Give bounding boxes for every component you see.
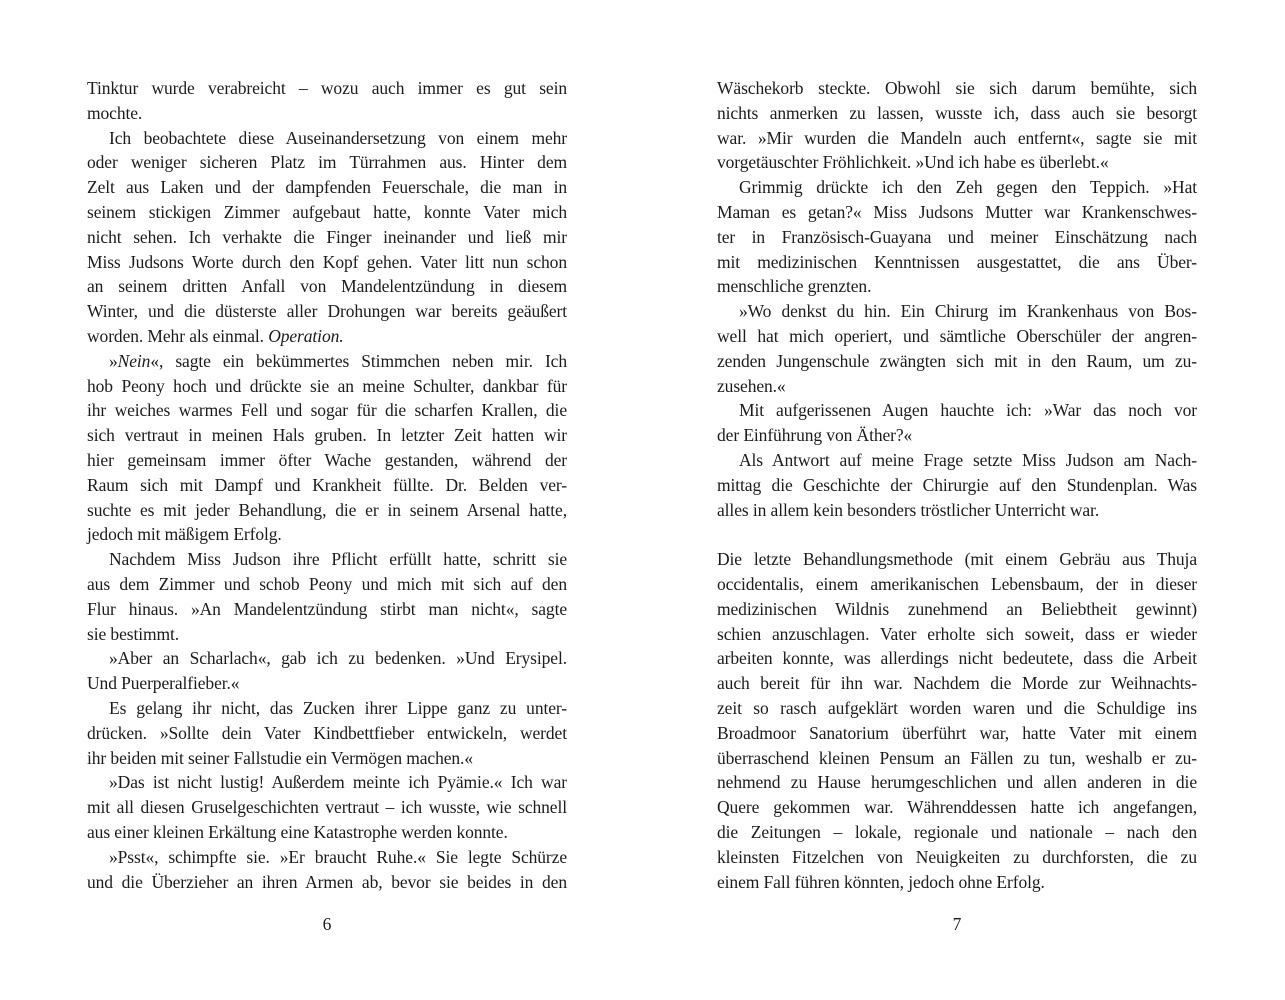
text-line: drücken. »Sollte dein Vater Kindbettfieber entwickeln, werdet (87, 722, 567, 743)
page-number-left: 6 (322, 914, 332, 934)
text-line: sie bestimmt. (87, 623, 180, 644)
text-line: aus dem Zimmer und schob Peony und mich mit sich auf den (87, 573, 567, 594)
page-left (87, 76, 567, 976)
paragraph (87, 349, 567, 547)
text-line: Miss Judsons Worte durch den Kopf gehen. Vater litt nun schon (87, 251, 567, 272)
paragraph (87, 76, 567, 126)
text-line: zeit so rasch aufgeklärt worden waren und die Schuldige ins (717, 697, 1197, 718)
text-line: kleinsten Fitzelchen von Neuigkeiten zu durchforsten, die zu (717, 846, 1197, 867)
page-right-text (717, 76, 1197, 894)
text-line: Quere gekommen war. Währenddessen hatte ich angefangen, (717, 797, 1197, 818)
text-line: schien anzuschlagen. Vater erholte sich soweit, dass er wieder (717, 623, 1197, 644)
text-line: ter in Französisch-Guayana und meiner Einschätzung nach (717, 226, 1197, 247)
text-line: »Aber an Scharlach«, gab ich zu bedenken. »Und Erysipel. (109, 648, 567, 669)
paragraph (87, 696, 567, 770)
paragraph (87, 126, 567, 349)
text-line: Raum sich mit Dampf und Krankheit füllte. Dr. Belden ver- (87, 474, 567, 495)
paragraph (717, 448, 1197, 522)
text-line: Es gelang ihr nicht, das Zucken ihrer Lippe ganz zu unter- (109, 697, 567, 718)
page-right (717, 76, 1197, 976)
paragraph (717, 299, 1197, 398)
paragraph (717, 175, 1197, 299)
text-line: ihr weiches warmes Fell und sogar für die scharfen Krallen, die (87, 400, 567, 421)
text-line: einem Fall führen könnten, jedoch ohne Erfolg. (717, 871, 1045, 892)
text-line: Mit aufgerissenen Augen hauchte ich: »War das noch vor (739, 400, 1197, 421)
text-line: Ich beobachtete diese Auseinandersetzung von einem mehr (109, 127, 567, 148)
paragraph (87, 547, 567, 646)
page-number-right: 7 (952, 914, 962, 934)
text-line: jedoch mit mäßigem Erfolg. (87, 524, 282, 545)
text-line: »Wo denkst du hin. Ein Chirurg im Krankenhaus von Bos- (739, 301, 1197, 322)
text-line: medizinischen Wildnis zunehmend an Beliebtheit gewinnt) (717, 598, 1197, 619)
text-line: Zelt aus Laken und der dampfenden Feuerschale, die man in (87, 177, 567, 198)
text-line: arbeiten konnte, was allerdings nicht bedeutete, dass die Arbeit (717, 648, 1197, 669)
text-line: Tinktur wurde verabreicht – wozu auch immer es gut sein (87, 78, 567, 98)
paragraph (717, 398, 1197, 448)
text-line: Als Antwort auf meine Frage setzte Miss Judson am Nach- (739, 449, 1197, 470)
text-line: zenden Jungenschule zwängten sich mit in den Raum, um zu- (717, 350, 1197, 371)
paragraph (717, 76, 1197, 175)
text-line: mochte. (87, 102, 143, 123)
text-line: überraschend kleinen Pensum an Fällen zu tun, weshalb er zu- (717, 747, 1197, 768)
text-line: aus einer kleinen Erkältung eine Katastrophe werden konnte. (87, 821, 508, 842)
text-line: suchte es mit jeder Behandlung, die er in seinem Arsenal hatte, (87, 499, 567, 520)
text-line: Die letzte Behandlungsmethode (mit einem Gebräu aus Thuja (717, 549, 1197, 570)
text-line: sich vertraut in meinen Hals gruben. In letzter Zeit hatten wir (87, 425, 567, 446)
text-line: vorgetäuschter Fröhlichkeit. »Und ich habe es überlebt.« (717, 152, 1109, 173)
text-line: menschliche grenzten. (717, 276, 872, 297)
text-line: zusehen.« (717, 375, 786, 396)
text-line: nicht sehen. Ich verhakte die Finger ineinander und ließ mir (87, 226, 567, 247)
text-line: mit medizinischen Kenntnissen ausgestattet, die ans Über- (717, 251, 1197, 272)
text-line: mit all diesen Gruselgeschichten vertraut – ich wusste, wie schnell (87, 797, 567, 818)
text-line: »Das ist nicht lustig! Außerdem meinte ich Pyämie.« Ich war (109, 772, 567, 793)
text-line: Nachdem Miss Judson ihre Pflicht erfüllt hatte, schritt sie (109, 549, 567, 570)
text-line: worden. Mehr als einmal. Operation. (87, 325, 344, 346)
text-line: die Zeitungen – lokale, regionale und nationale – nach den (717, 821, 1197, 842)
text-line: seinem stickigen Zimmer aufgebaut hatte, konnte Vater mich (87, 201, 567, 222)
text-line: Flur hinaus. »An Mandelentzündung stirbt man nicht«, sagte (87, 598, 567, 619)
text-line: alles in allem kein besonders tröstlicher Unterricht war. (717, 499, 1100, 520)
text-line: Maman es getan?« Miss Judsons Mutter war Krankenschwes- (717, 201, 1197, 222)
text-line: war. »Mir wurden die Mandeln auch entfernt«, sagte sie mit (717, 127, 1197, 148)
text-line: ihr beiden mit seiner Fallstudie ein Vermögen machen.« (87, 747, 473, 768)
text-line: well hat mich operiert, und sämtliche Oberschüler der angren- (717, 325, 1197, 346)
text-line: nehmend zu Hause herumgeschlichen und allen anderen in die (717, 772, 1197, 793)
text-line: an seinem dritten Anfall von Mandelentzündung in diesem (87, 276, 567, 297)
paragraph (87, 845, 567, 895)
text-line: mittag die Geschichte der Chirurgie auf den Stundenplan. Was (717, 474, 1197, 495)
text-line: Grimmig drückte ich den Zeh gegen den Teppich. »Hat (739, 177, 1197, 198)
text-line: und die Überzieher an ihren Armen ab, bevor sie beides in den (87, 871, 567, 892)
paragraph (717, 547, 1197, 894)
text-line: Wäschekorb steckte. Obwohl sie sich darum bemühte, sich (717, 78, 1197, 98)
text-line: der Einführung von Äther?« (717, 425, 913, 446)
text-line: oder weniger sicheren Platz im Türrahmen aus. Hinter dem (87, 152, 567, 173)
page-left-text (87, 76, 567, 894)
text-line: Winter, und die düsterste aller Drohungen war bereits geäußert (87, 301, 567, 322)
paragraph (87, 770, 567, 844)
text-line: nichts anmerken zu lassen, wusste ich, dass auch sie besorgt (717, 102, 1197, 123)
paragraph (87, 646, 567, 696)
text-line: »Nein«, sagte ein bekümmertes Stimmchen neben mir. Ich (109, 350, 567, 371)
text-line: hob Peony hoch und drückte sie an meine Schulter, dankbar für (87, 375, 567, 396)
text-line: occidentalis, einem amerikanischen Lebensbaum, der in dieser (717, 573, 1197, 594)
text-line: hier gemeinsam immer öfter Wache gestanden, während der (87, 449, 567, 470)
text-line: »Psst«, schimpfte sie. »Er braucht Ruhe.« Sie legte Schürze (109, 846, 567, 867)
text-line: auch bereit für ihn war. Nachdem die Morde zur Weihnachts- (717, 673, 1197, 694)
text-line: Und Puerperalfieber.« (87, 673, 240, 694)
text-line: Broadmoor Sanatorium überführt war, hatte Vater mit einem (717, 722, 1197, 743)
